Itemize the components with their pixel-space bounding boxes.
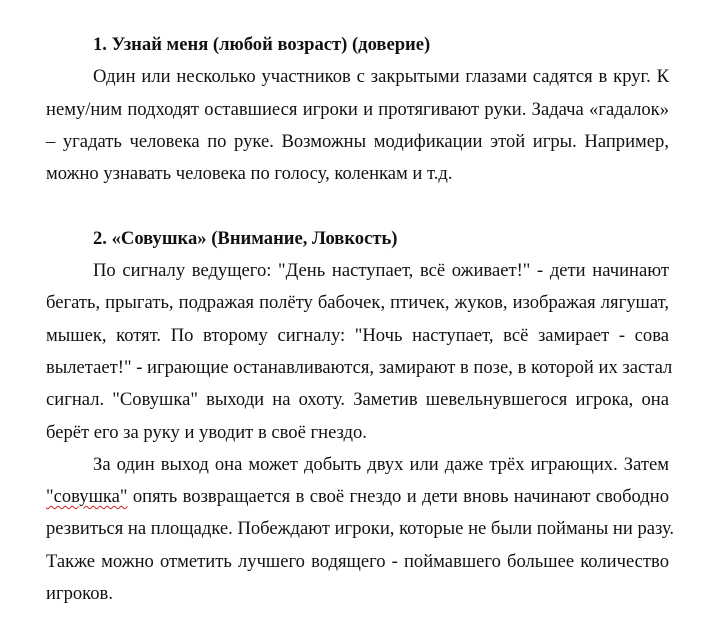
document-page (46, 29, 675, 610)
section-2-paragraph-2-line: Также можно отметить лучшего водящего - поймавшего большее количество (46, 550, 669, 572)
section-1-paragraph-line: Один или несколько участников с закрытыми глазами садятся в круг. К (93, 66, 669, 88)
section-2-paragraph-2-line: резвиться на площадке. Побеждают игроки, которые не были пойманы ни разу. (46, 518, 675, 540)
section-2-paragraph-line: берёт его за руку и уводит в своё гнездо. (46, 421, 367, 443)
section-2-paragraph-line: По сигналу ведущего: "День наступает, всё оживает!" - дети начинают (93, 260, 669, 282)
misspelled-word[interactable]: "совушка" (46, 486, 128, 508)
section-2-paragraph-line: сигнал. "Совушка" выходи на охоту. Заметив шевельнувшегося игрока, она (46, 389, 669, 411)
section-2-paragraph-line: мышек, котят. По второму сигналу: "Ночь наступает, всё замирает - сова (46, 324, 669, 346)
section-1-heading: 1. Узнай меня (любой возраст) (доверие) (93, 34, 431, 55)
section-2-paragraph-2-line: игроков. (46, 583, 113, 605)
section-2-paragraph-2-line (46, 481, 669, 513)
line-text: опять возвращается в своё гнездо и дети вновь начинают свободно (132, 486, 669, 508)
section-2-heading: 2. «Совушка» (Внимание, Ловкость) (93, 227, 398, 249)
blank-line (46, 190, 669, 222)
section-2-paragraph-line: бегать, прыгать, подражая полёту бабочек, птичек, жуков, изображая лягушат, (46, 292, 669, 314)
section-1-paragraph-line: можно узнавать человека по голосу, коленкам и т.д. (46, 163, 453, 185)
section-1-paragraph-line: – угадать человека по руке. Возможны модификации этой игры. Например, (46, 130, 669, 152)
section-2-paragraph-2-line: За один выход она может добыть двух или даже трёх играющих. Затем (93, 453, 669, 475)
section-2-paragraph-line: вылетает!" - играющие останавливаются, замирают в позе, в которой их застал (46, 356, 673, 378)
section-1-paragraph-line: нему/ним подходят оставшиеся игроки и протягивают руки. Задача «гадалок» (46, 98, 669, 120)
